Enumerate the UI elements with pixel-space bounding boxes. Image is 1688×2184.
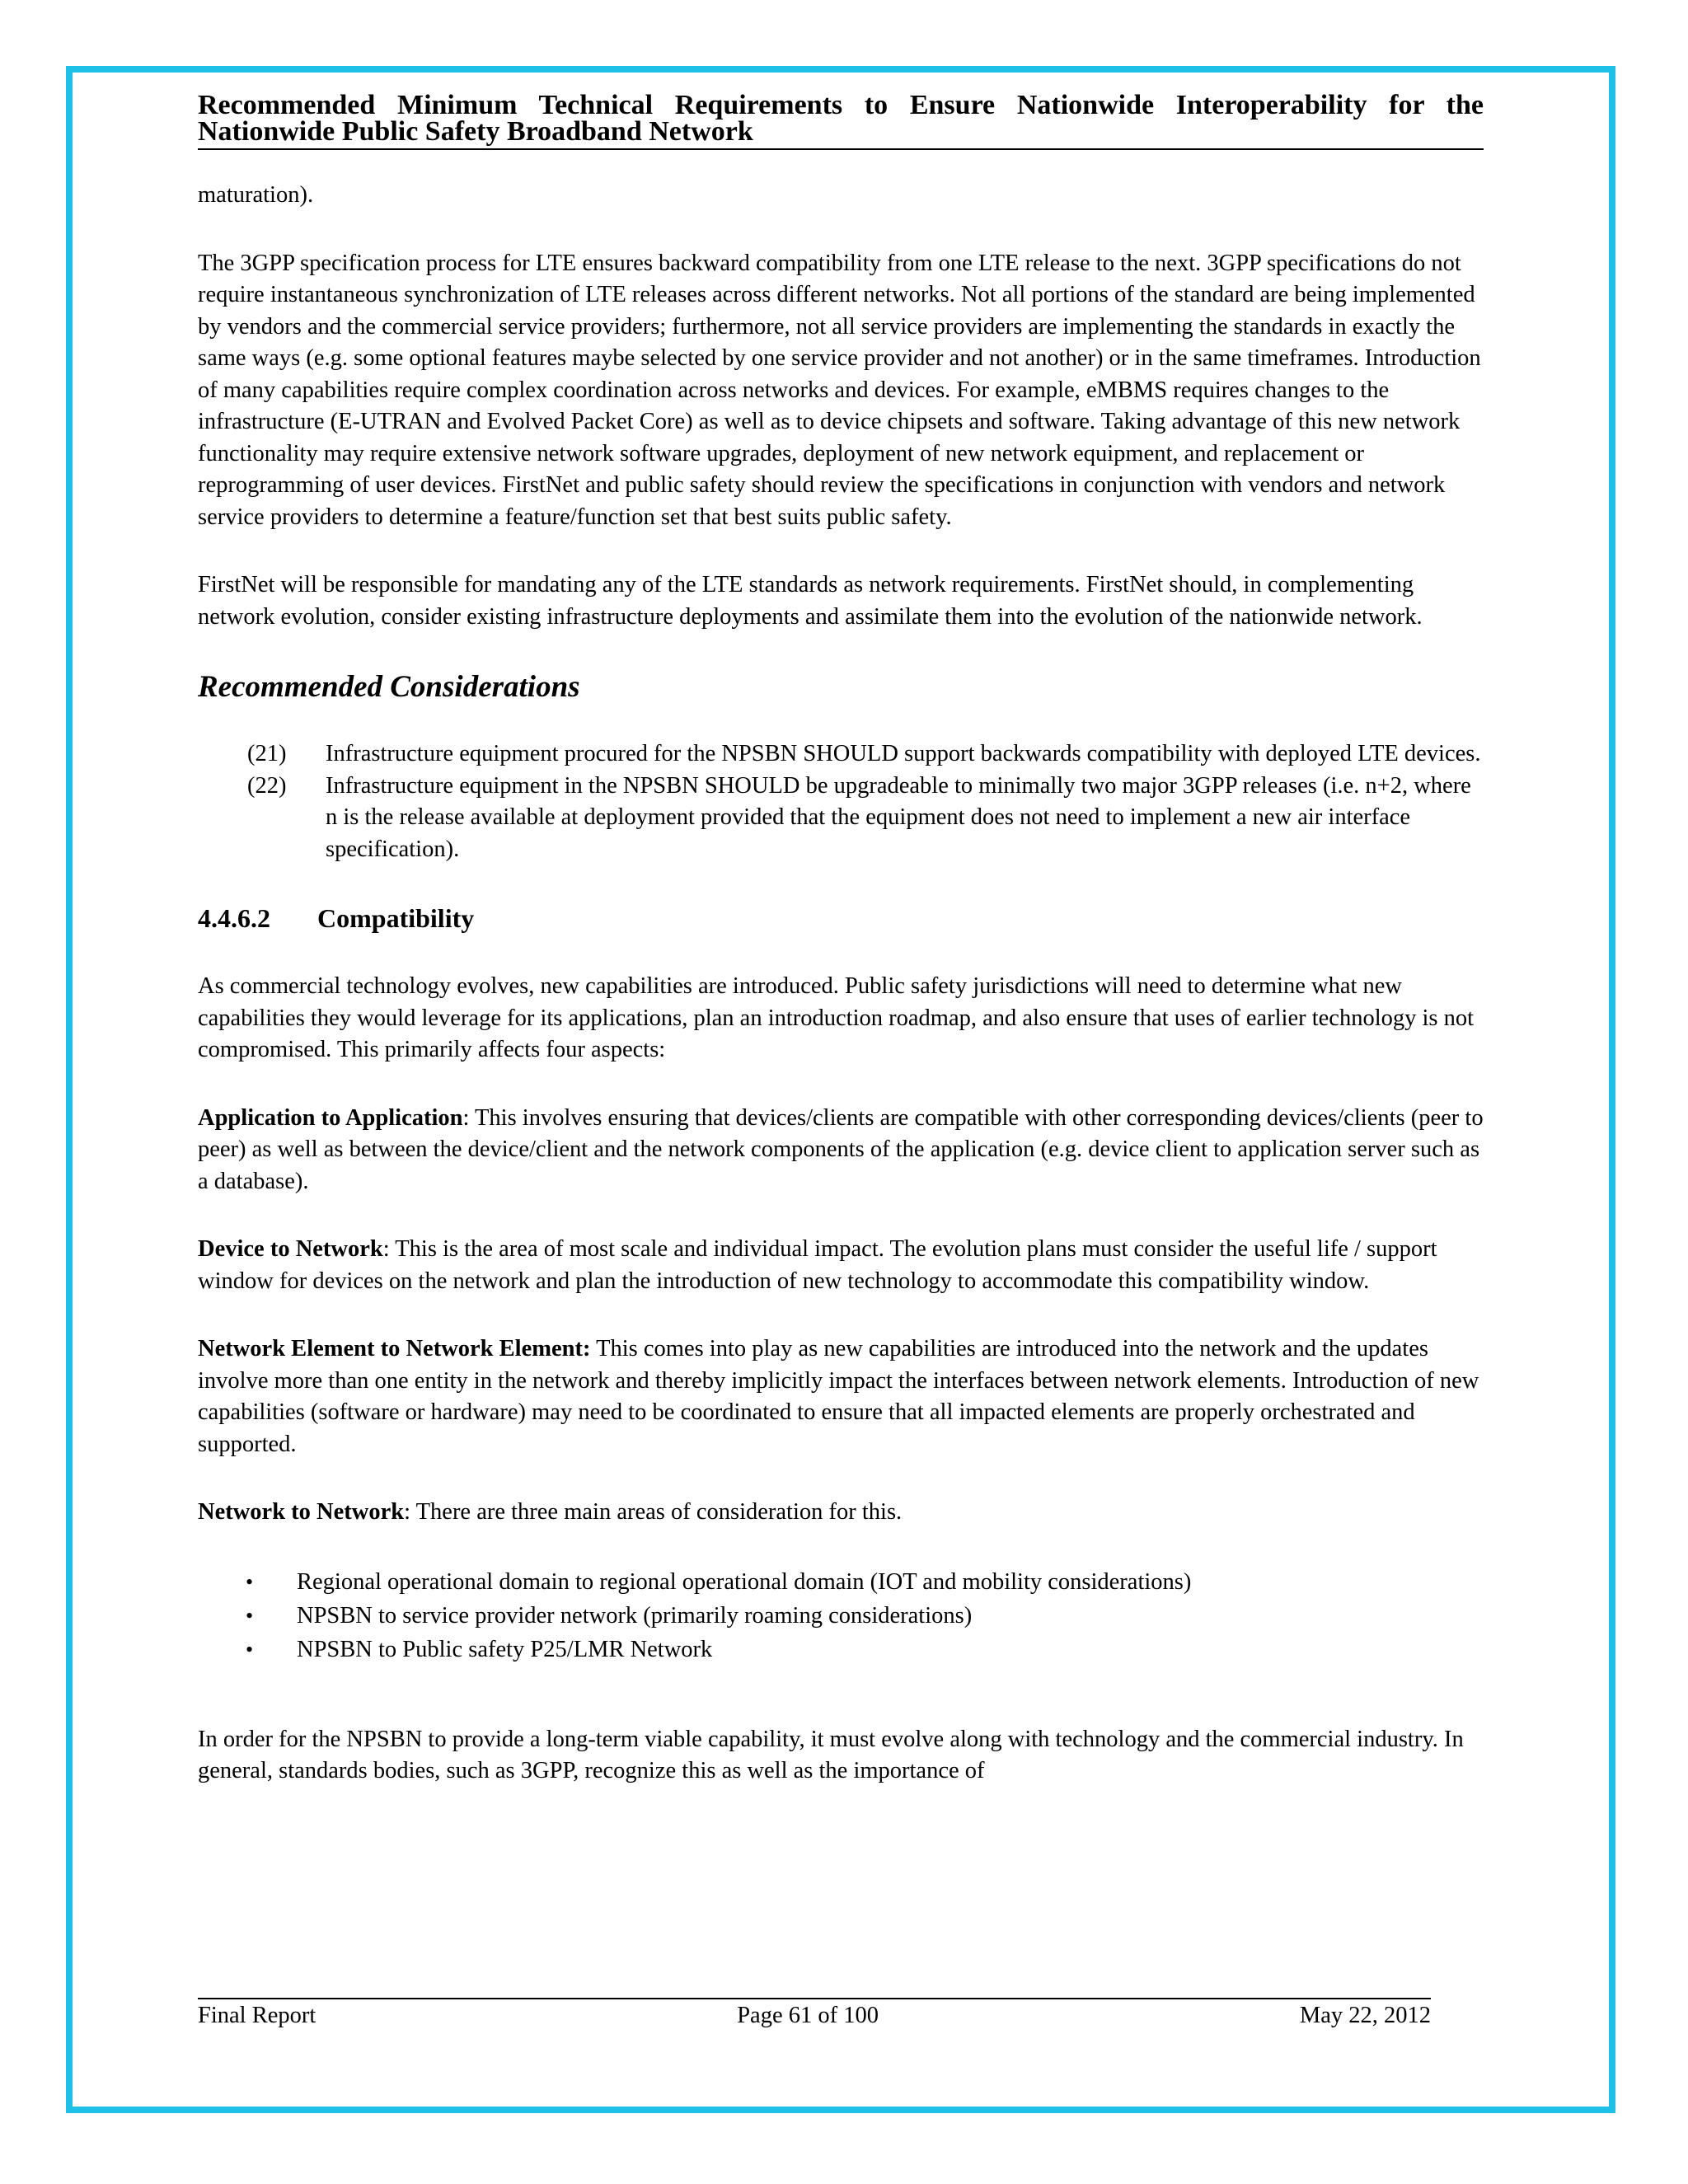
aspect-term: Network Element to Network Element: bbox=[198, 1336, 591, 1361]
considerations-list bbox=[198, 738, 1484, 865]
aspect-text: : There are three main areas of consideration for this. bbox=[404, 1499, 903, 1525]
aspect-term: Network to Network bbox=[198, 1499, 405, 1525]
network-areas-list bbox=[198, 1565, 1484, 1666]
consideration-number: (21) bbox=[247, 741, 287, 766]
aspect-term: Application to Application bbox=[198, 1104, 463, 1131]
aspect-term: Device to Network bbox=[198, 1236, 383, 1262]
header-title-line2: Nationwide Public Safety Broadband Network bbox=[198, 116, 753, 147]
paragraph-network-element bbox=[198, 1333, 1484, 1460]
list-item bbox=[198, 1599, 1484, 1633]
list-item-text: Regional operational domain to regional operational domain (IOT and mobility considerations) bbox=[297, 1568, 1192, 1595]
bullet-icon: • bbox=[246, 1569, 254, 1594]
list-item-text: NPSBN to service provider network (primarily roaming considerations) bbox=[297, 1602, 973, 1629]
compatibility-heading bbox=[198, 902, 1484, 935]
header-title-line1: Recommended Minimum Technical Requirements to Ensure Nationwide Interoperability for the bbox=[198, 90, 1484, 120]
footer-page-number: Page 61 of 100 bbox=[737, 2003, 879, 2028]
list-item-text: NPSBN to Public safety P25/LMR Network bbox=[297, 1636, 713, 1662]
considerations-heading: Recommended Considerations bbox=[198, 670, 580, 704]
consideration-text: Infrastructure equipment procured for the NPSBN SHOULD support backwards compatibility with deployed LTE devices. bbox=[326, 741, 1481, 766]
page-footer bbox=[198, 1998, 1431, 2031]
aspect-text: : This involves ensuring that devices/clients are compatible with other corresponding devices/clients (peer to peer) as well as between the device/client and the network components of the application (e.g. device client to application server such as a database). bbox=[198, 1104, 1484, 1194]
consideration-item bbox=[198, 738, 1484, 771]
list-item bbox=[198, 1565, 1484, 1599]
section-number: 4.4.6.2 bbox=[198, 903, 270, 933]
consideration-item bbox=[198, 771, 1484, 866]
consideration-number: (22) bbox=[247, 772, 287, 799]
paragraph-3gpp-process: The 3GPP specification process for LTE ensures backward compatibility from one LTE release to the next. 3GPP specifications do not require instantaneous synchronization of LTE releases across different networks. Not all portions of the standard are being implemented by vendors and the commercial service providers; furthermore, not all service providers are implementing the standards in exactly the same ways (e.g. some optional features maybe selected by one service provider and not another) or in the same timeframes. Introduction of many capabilities require complex coordination across networks and devices. For example, eMBMS requires changes to the infrastructure (E-UTRAN and Evolved Packet Core) as well as to device chipsets and software. Taking advantage of this new network functionality may require extensive network software upgrades, deployment of new network equipment, and replacement or reprogramming of user devices. FirstNet and public safety should review the specifications in conjunction with vendors and network service providers to determine a feature/function set that best suits public safety. bbox=[198, 250, 1481, 530]
bullet-icon: • bbox=[246, 1637, 254, 1661]
aspect-text: This comes into play as new capabilities are introduced into the network and the updates involve more than one entity in the network and thereby implicitly impact the interfaces between network elements. Introduction of new capabilities (software or hardware) may need to be coordinated to ensure that all impacted elements are properly orchestrated and supported. bbox=[198, 1336, 1479, 1457]
paragraph-firstnet: FirstNet will be responsible for mandating any of the LTE standards as network requirements. FirstNet should, in complementing network evolution, consider existing infrastructure deployments and assimilate them into the evolution of the nationwide network. bbox=[198, 572, 1423, 630]
aspect-text: : This is the area of most scale and individual impact. The evolution plans must consider the useful life / support window for devices on the network and plan the introduction of new technology to accommodate this compatibility window. bbox=[198, 1236, 1437, 1294]
running-header bbox=[198, 92, 1484, 150]
paragraph-network-to-network bbox=[198, 1497, 1484, 1529]
paragraph-continuation: maturation). bbox=[198, 182, 314, 208]
paragraph-compatibility-intro: As commercial technology evolves, new capabilities are introduced. Public safety jurisdictions will need to determine what new capabilities they would leverage for its applications, plan an introduction roadmap, and also ensure that uses of earlier technology is not compromised. This primarily affects four aspects: bbox=[198, 973, 1475, 1062]
section-title: Compatibility bbox=[317, 903, 475, 933]
footer-report-label: Final Report bbox=[198, 2003, 316, 2028]
footer-date: May 22, 2012 bbox=[1299, 2003, 1431, 2028]
list-item bbox=[198, 1633, 1484, 1666]
page-content bbox=[198, 92, 1484, 1788]
consideration-text: Infrastructure equipment in the NPSBN SHOULD be upgradeable to minimally two major 3GPP releases (i.e. n+2, where n is the release available at deployment provided that the equipment does not need to implement a new air interface specification). bbox=[326, 772, 1471, 862]
paragraph-application-to-application bbox=[198, 1103, 1484, 1198]
bullet-icon: • bbox=[246, 1603, 254, 1628]
paragraph-closing: In order for the NPSBN to provide a long-term viable capability, it must evolve along with technology and the commercial industry. In general, standards bodies, such as 3GPP, recognize this as well as the importance of bbox=[198, 1726, 1464, 1783]
paragraph-device-to-network bbox=[198, 1234, 1484, 1297]
